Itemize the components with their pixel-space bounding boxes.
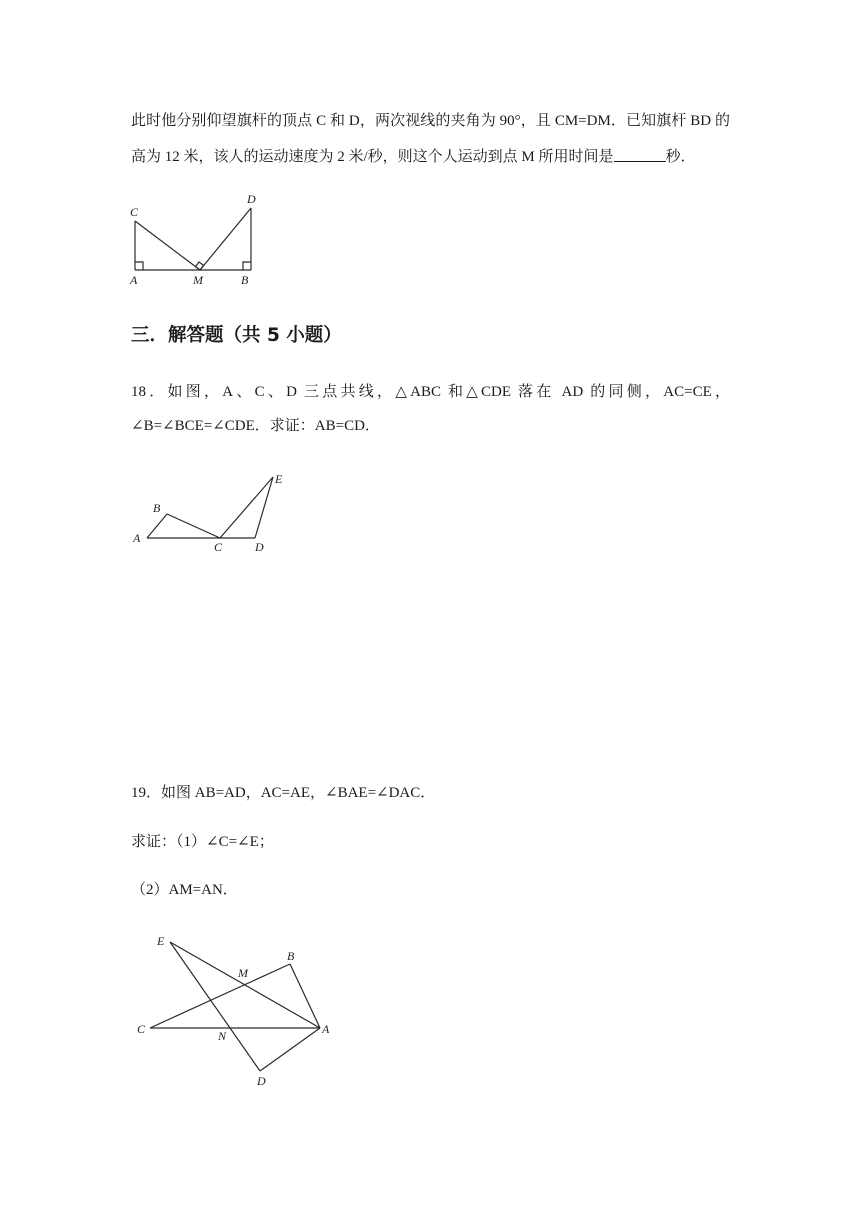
label-d: D [257,1074,266,1088]
problem17-figure [125,190,265,290]
sightline-dm [200,208,251,270]
label-n: N [218,1029,227,1043]
segment-bc [167,514,220,538]
label-e: E [157,934,165,948]
problem17-line1: 此时他分别仰望旗杆的顶点 C 和 D，两次视线的夹角为 90°，且 CM=DM．已知旗杆 BD 的 [131,113,730,129]
problem19-line1: 19．如图 AB=AD，AC=AE，∠BAE=∠DAC． [131,785,436,801]
label-a: A [133,531,141,545]
segment-da [260,1028,320,1071]
right-angle-a [135,262,143,270]
segment-ce [220,477,273,538]
label-b: B [153,501,161,515]
segment-de [255,477,273,538]
problem19-figure [125,925,345,1095]
right-angle-b [243,262,251,270]
label-m: M [238,966,248,980]
problem17-line2 [131,147,696,167]
label-m: M [193,273,203,287]
label-b: B [241,273,249,287]
segment-ba [290,964,320,1028]
label-b: B [287,949,295,963]
label-d: D [255,540,264,554]
segment-ed [170,942,260,1071]
answer-blank [614,147,666,162]
problem18-line1: 18．如图，A、C、D 三点共线，△ABC 和△CDE 落在 AD 的同侧，AC=CE， [131,384,730,400]
problem18-figure [125,465,295,560]
label-c: C [137,1022,146,1036]
label-c: C [214,540,223,554]
right-angle-m [196,262,204,270]
label-d: D [247,192,256,206]
segment-cb [150,964,290,1028]
problem17-line2-prefix: 高为 12 米，该人的运动速度为 2 米/秒，则这个人运动到点 M 所用时间是 [131,149,614,165]
problem18-line2: ∠B=∠BCE=∠CDE．求证：AB=CD． [131,418,380,434]
label-a: A [130,273,138,287]
label-e: E [275,472,283,486]
segment-ab [147,514,167,538]
problem19-line2: 求证：（1）∠C=∠E； [131,834,274,850]
problem17-line2-suffix: 秒． [665,149,696,165]
section-heading: 三．解答题（共 5 小题） [131,325,342,346]
label-a: A [322,1022,330,1036]
sightline-cm [135,221,200,270]
problem19-line3: （2）AM=AN． [131,882,238,898]
label-c: C [130,205,139,219]
